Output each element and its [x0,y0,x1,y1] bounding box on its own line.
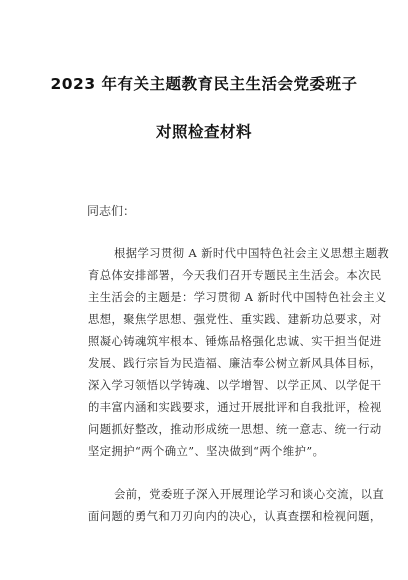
document-title-line-2: 对照检查材料 [155,123,252,141]
document-title-line-1: 2023 年有关主题教育民主生活会党委班子 [50,75,358,93]
paragraph-line: 思想，聚焦学思想、强党性、重实践、建新功总要求，对 [88,313,382,326]
paragraph-2 [88,484,385,528]
paragraph-line: 的丰富内涵和实践要求，通过开展批评和自我批评，检视 [88,401,382,414]
paragraph-line: 坚定拥护“两个确立”、坚决做到“两个维护”。 [88,445,325,458]
paragraph-line: 根据学习贯彻 A 新时代中国特色社会主义思想主题教 [114,247,390,260]
paragraph-line: 深入学习领悟以学铸魂、以学增智、以学正风、以学促干 [88,379,382,392]
paragraph-line: 面问题的勇气和刀刃向内的决心，认真查摆和检视问题， [88,510,382,523]
paragraph-line: 照凝心铸魂筑牢根本、锤炼品格强化忠诚、实干担当促进 [88,335,382,348]
salutation: 同志们： [87,204,136,218]
paragraph-line: 育总体安排部署，今天我们召开专题民主生活会。本次民 [88,269,382,282]
paragraph-line: 发展、践行宗旨为民造福、廉洁奉公树立新风具体目标， [88,357,382,370]
paragraph-line: 主生活会的主题是：学习贯彻 A 新时代中国特色社会主义 [88,291,387,304]
paragraph-1 [88,243,390,463]
paragraph-line: 会前，党委班子深入开展理论学习和谈心交流，以直 [114,488,385,501]
paragraph-line: 问题抓好整改，推动形成统一思想、统一意志、统一行动 [88,423,382,436]
